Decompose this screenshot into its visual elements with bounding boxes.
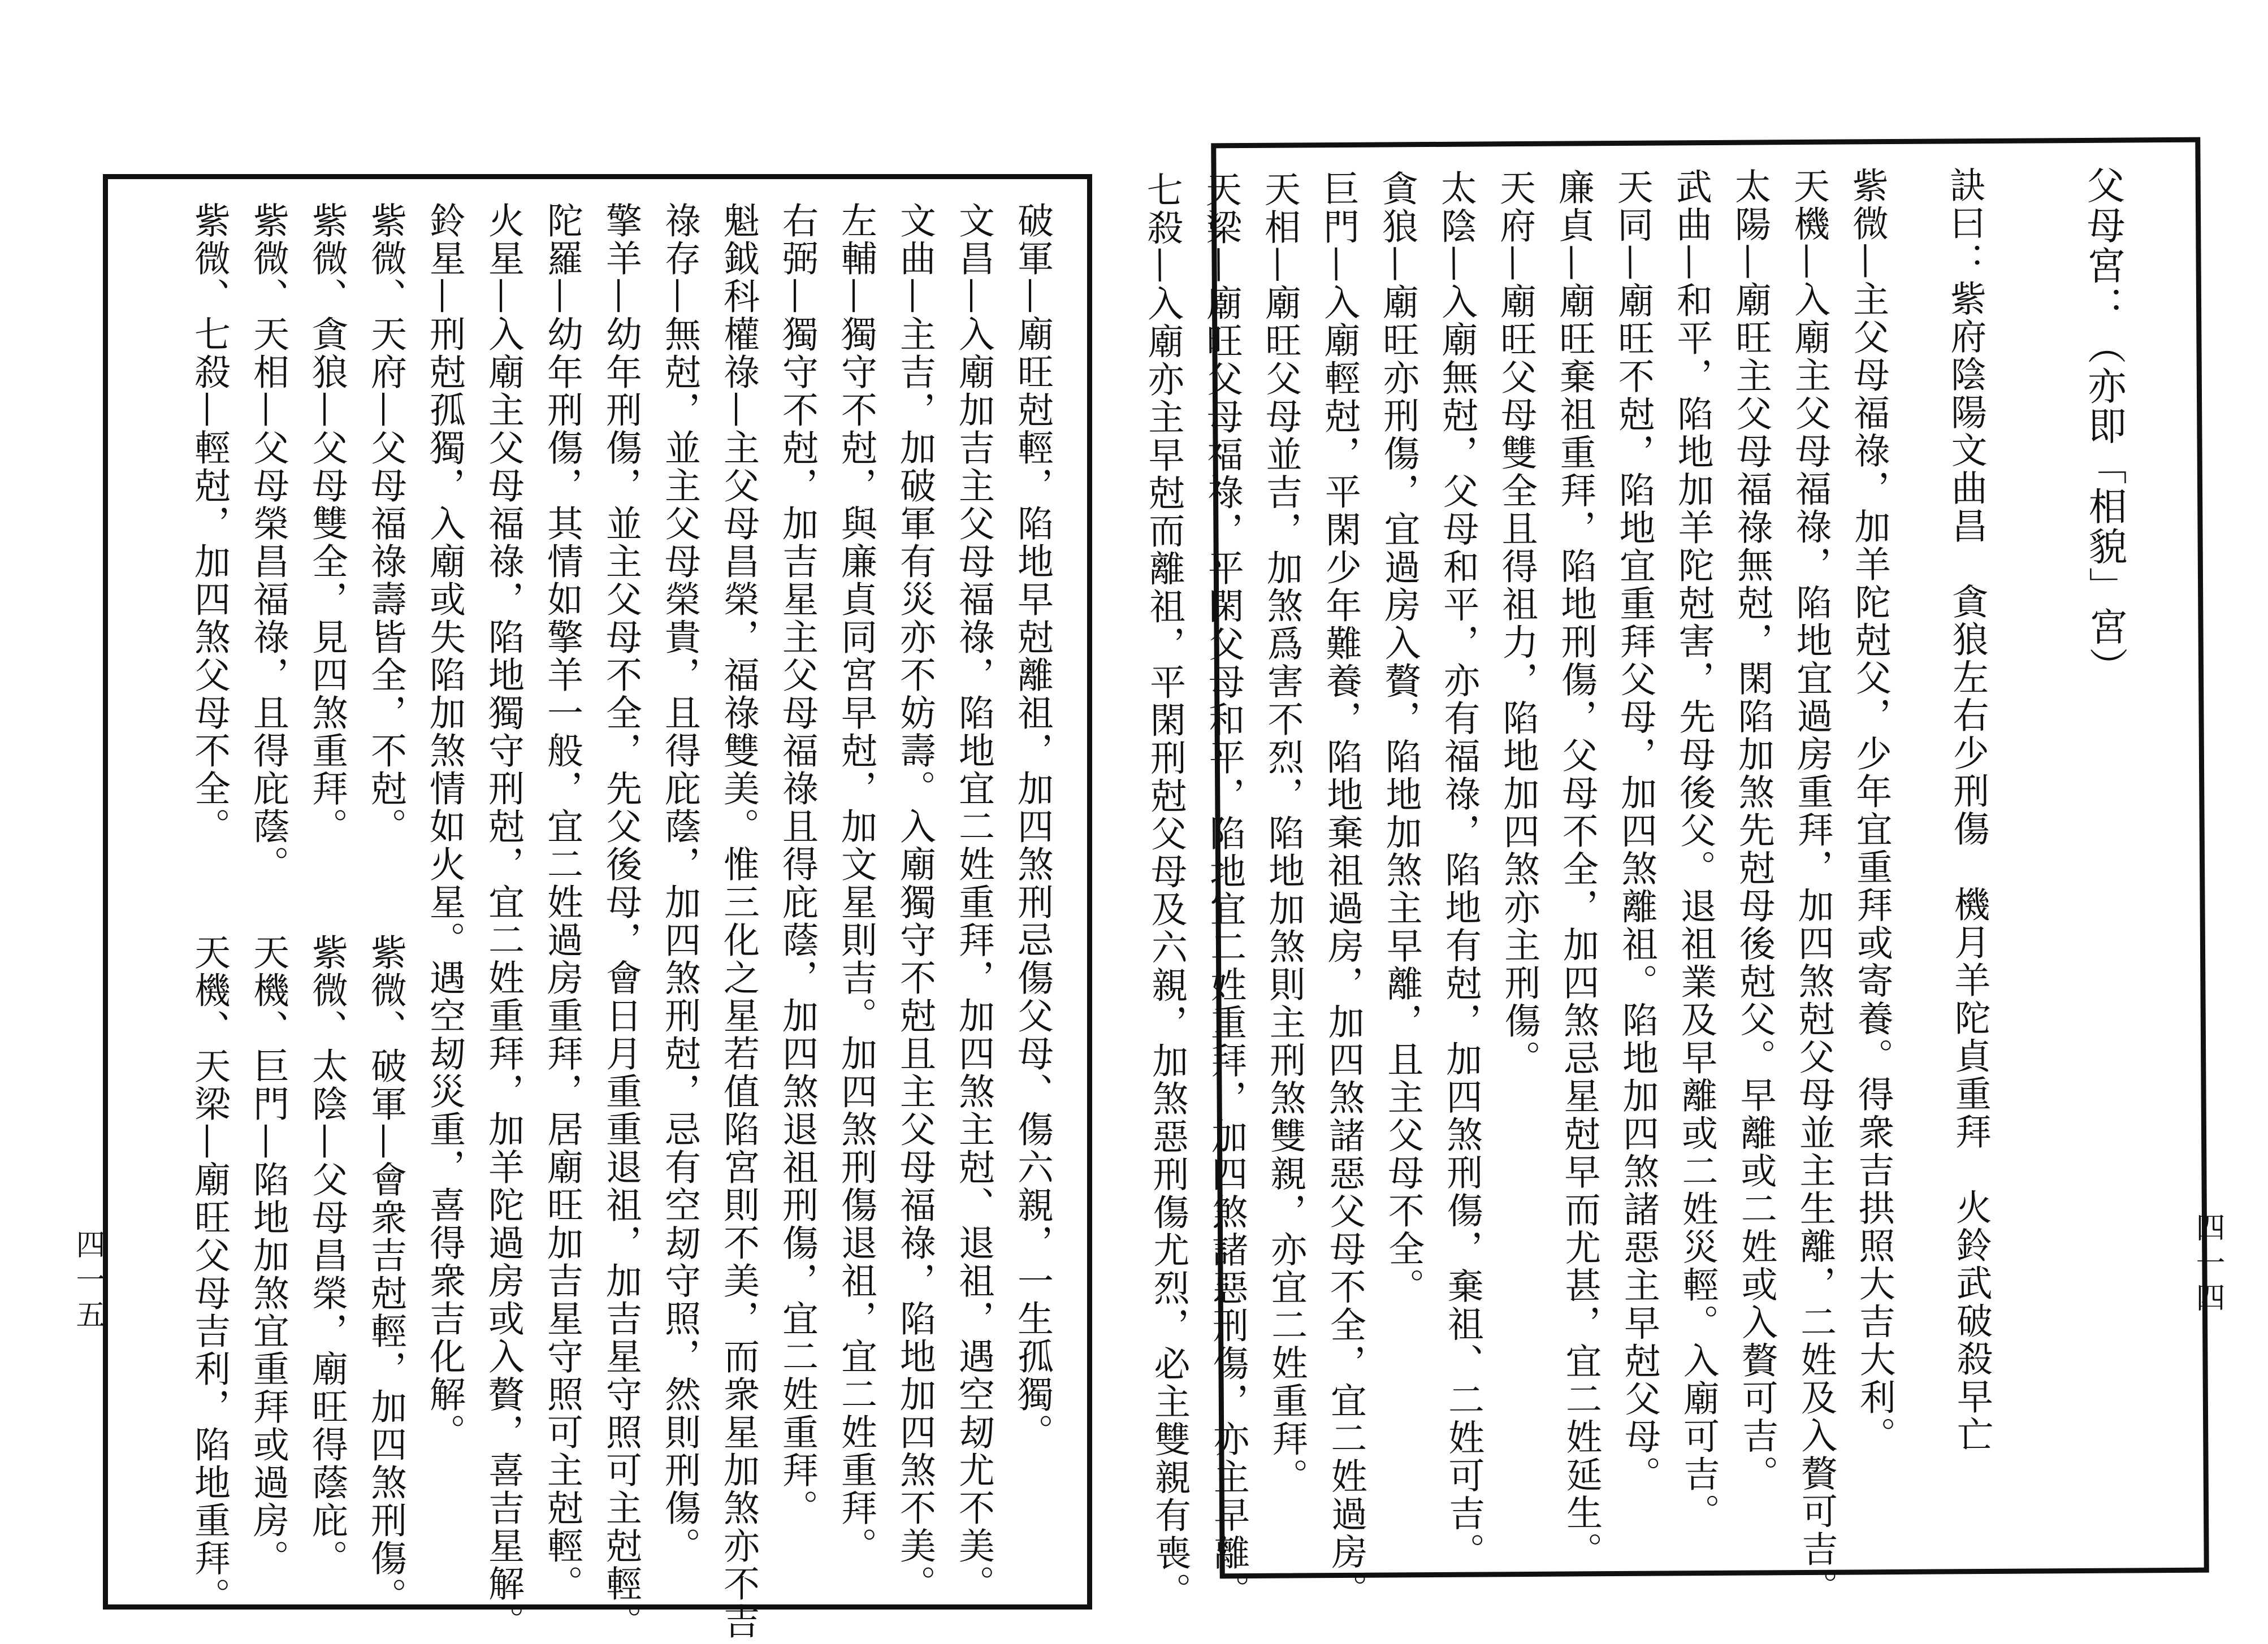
left-column-3: 文曲—主吉，加破軍有災亦不妨壽。入廟獨守不尅且主父母福祿，陷地加四煞不美。 xyxy=(894,202,936,1603)
right-column-13: 七殺—入廟亦主早尅而離祖，平閑刑尅父母及六親，加煞惡刑傷尤烈，必主雙親有喪。 xyxy=(1140,171,1192,1611)
left-column-2: 文昌—入廟加吉主父母福祿，陷地宜二姓重拜，加四煞主尅、退祖，遇空刼尤不美。 xyxy=(953,202,994,1603)
right-column-7: 天府—廟旺父母雙全且得祖力，陷地加四煞亦主刑傷。 xyxy=(1493,168,1541,1078)
left-column-14-bottom: 天機、巨門—陷地加煞宜重拜或過房。 xyxy=(247,934,289,1577)
left-column-8: 擎羊—幼年刑傷，並主父母不全，先父後母，會日月重重退祖，加吉星守照可主尅輕。 xyxy=(600,202,642,1641)
right-column-5: 天同—廟旺不尅，陷地宜重拜父母，加四煞離祖。陷地加四煞諸惡主早尅父母。 xyxy=(1611,168,1661,1494)
right-column-3: 太陽—廟旺主父母福祿無尅，閑陷加煞先尅母後尅父。早離或二姓或入贅可吉。 xyxy=(1728,167,1778,1493)
right-column-9: 貪狼—廟旺亦刑傷，宜過房入贅，陷地加煞主早離，且主父母不全。 xyxy=(1375,170,1425,1306)
left-column-11: 鈴星—刑尅孤獨，入廟或失陷加煞情如火星。遇空刼災重，喜得衆吉化解。 xyxy=(423,202,465,1451)
left-column-15-top: 紫微、七殺—輕尅，加四煞父母不全。 xyxy=(188,202,230,845)
right-column-12: 天梁—廟旺父母福祿，平閑父母和平，陷地宜二姓重拜，加四煞諸惡刑傷，亦主早離。 xyxy=(1199,171,1250,1610)
left-column-6: 魁鉞科權祿—主父母昌榮，福祿雙美。惟三化之星若值陷宮則不美，而衆星加煞亦不吉 xyxy=(717,202,759,1641)
left-column-15-bottom: 天機、天梁—廟旺父母吉利，陷地重拜。 xyxy=(188,934,230,1615)
left-column-9: 陀羅—幼年刑傷，其情如擎羊一般，宜二姓過房重拜，居廟旺加吉星守照可主尅輕。 xyxy=(541,202,583,1603)
right-page-text xyxy=(1140,165,2179,1611)
right-column-8: 太陰—入廟無尅，父母和平，亦有福祿，陷地有尅，加四煞刑傷，棄祖、二姓可吉。 xyxy=(1434,169,1485,1571)
right-page-number: 四一四 xyxy=(2191,1212,2224,1317)
right-column-11: 天相—廟旺父母並吉，加煞爲害不烈，陷地加煞則主刑煞雙親，亦宜二姓重拜。 xyxy=(1258,170,1308,1496)
right-column-1: 紫微—主父母福祿，加羊陀尅父，少年宜重拜或寄養。得衆吉拱照大吉大利。 xyxy=(1846,167,1896,1455)
left-column-5: 右弼—獨守不尅，加吉星主父母福祿且得庇蔭，加四煞退祖刑傷，宜二姓重拜。 xyxy=(776,202,818,1527)
left-column-13-bottom: 紫微、太陰—父母昌榮，廟旺得蔭庇。 xyxy=(306,934,348,1577)
right-column-10: 巨門—入廟輕尅，平閑少年難養，陷地棄祖過房，加四煞諸惡父母不全，宜二姓過房。 xyxy=(1317,170,1368,1610)
left-column-1: 破軍—廟旺尅輕，陷地早尅離祖，加四煞刑忌傷父母、傷六親，一生孤獨。 xyxy=(1011,202,1053,1451)
section-title: 父母宮：（亦即「相貌」宮） xyxy=(2080,165,2128,687)
left-column-7: 祿存—無尅，並主父母榮貴，且得庇蔭，加四煞刑尅，忌有空刼守照，然則刑傷。 xyxy=(659,202,700,1565)
left-column-12-bottom: 紫微、破軍—會衆吉尅輕，加四煞刑傷。 xyxy=(365,934,406,1615)
left-page-lower-text xyxy=(131,202,1062,1641)
right-column-6: 廉貞—廟旺棄祖重拜，陷地刑傷，父母不全，加四煞忌星尅早而尤甚，宜二姓延生。 xyxy=(1552,168,1603,1570)
left-column-14-top: 紫微、天相—父母榮昌福祿，且得庇蔭。 xyxy=(247,202,289,883)
left-column-13-top: 紫微、貪狼—父母雙全，見四煞重拜。 xyxy=(306,202,348,845)
left-column-4: 左輔—獨守不尅，與廉貞同宮早尅，加文星則吉。加四煞刑傷退祖，宜二姓重拜。 xyxy=(835,202,877,1565)
left-column-10: 火星—入廟主父母福祿，陷地獨守刑尅，宜二姓重拜，加羊陀過房或入贅，喜吉星解。 xyxy=(482,202,524,1641)
left-column-12-top: 紫微、天府—父母福祿壽皆全，不尅。 xyxy=(365,202,406,845)
left-page-number: 四一五 xyxy=(71,1229,105,1334)
formula-line: 訣曰：紫府陰陽文曲昌 貪狼左右少刑傷 機月羊陀貞重拜 火鈴武破殺早亡 xyxy=(1943,166,1993,1454)
right-column-2: 天機—入廟主父母福祿，陷地宜過房重拜，加四煞尅父母並主生離，二姓及入贅可吉。 xyxy=(1787,167,1838,1607)
right-page xyxy=(1140,137,2209,1611)
left-page xyxy=(103,174,1092,1641)
right-column-4: 武曲—和平，陷地加羊陀尅害，先母後父。退祖業及早離或二姓災輕。入廟可吉。 xyxy=(1669,167,1720,1532)
